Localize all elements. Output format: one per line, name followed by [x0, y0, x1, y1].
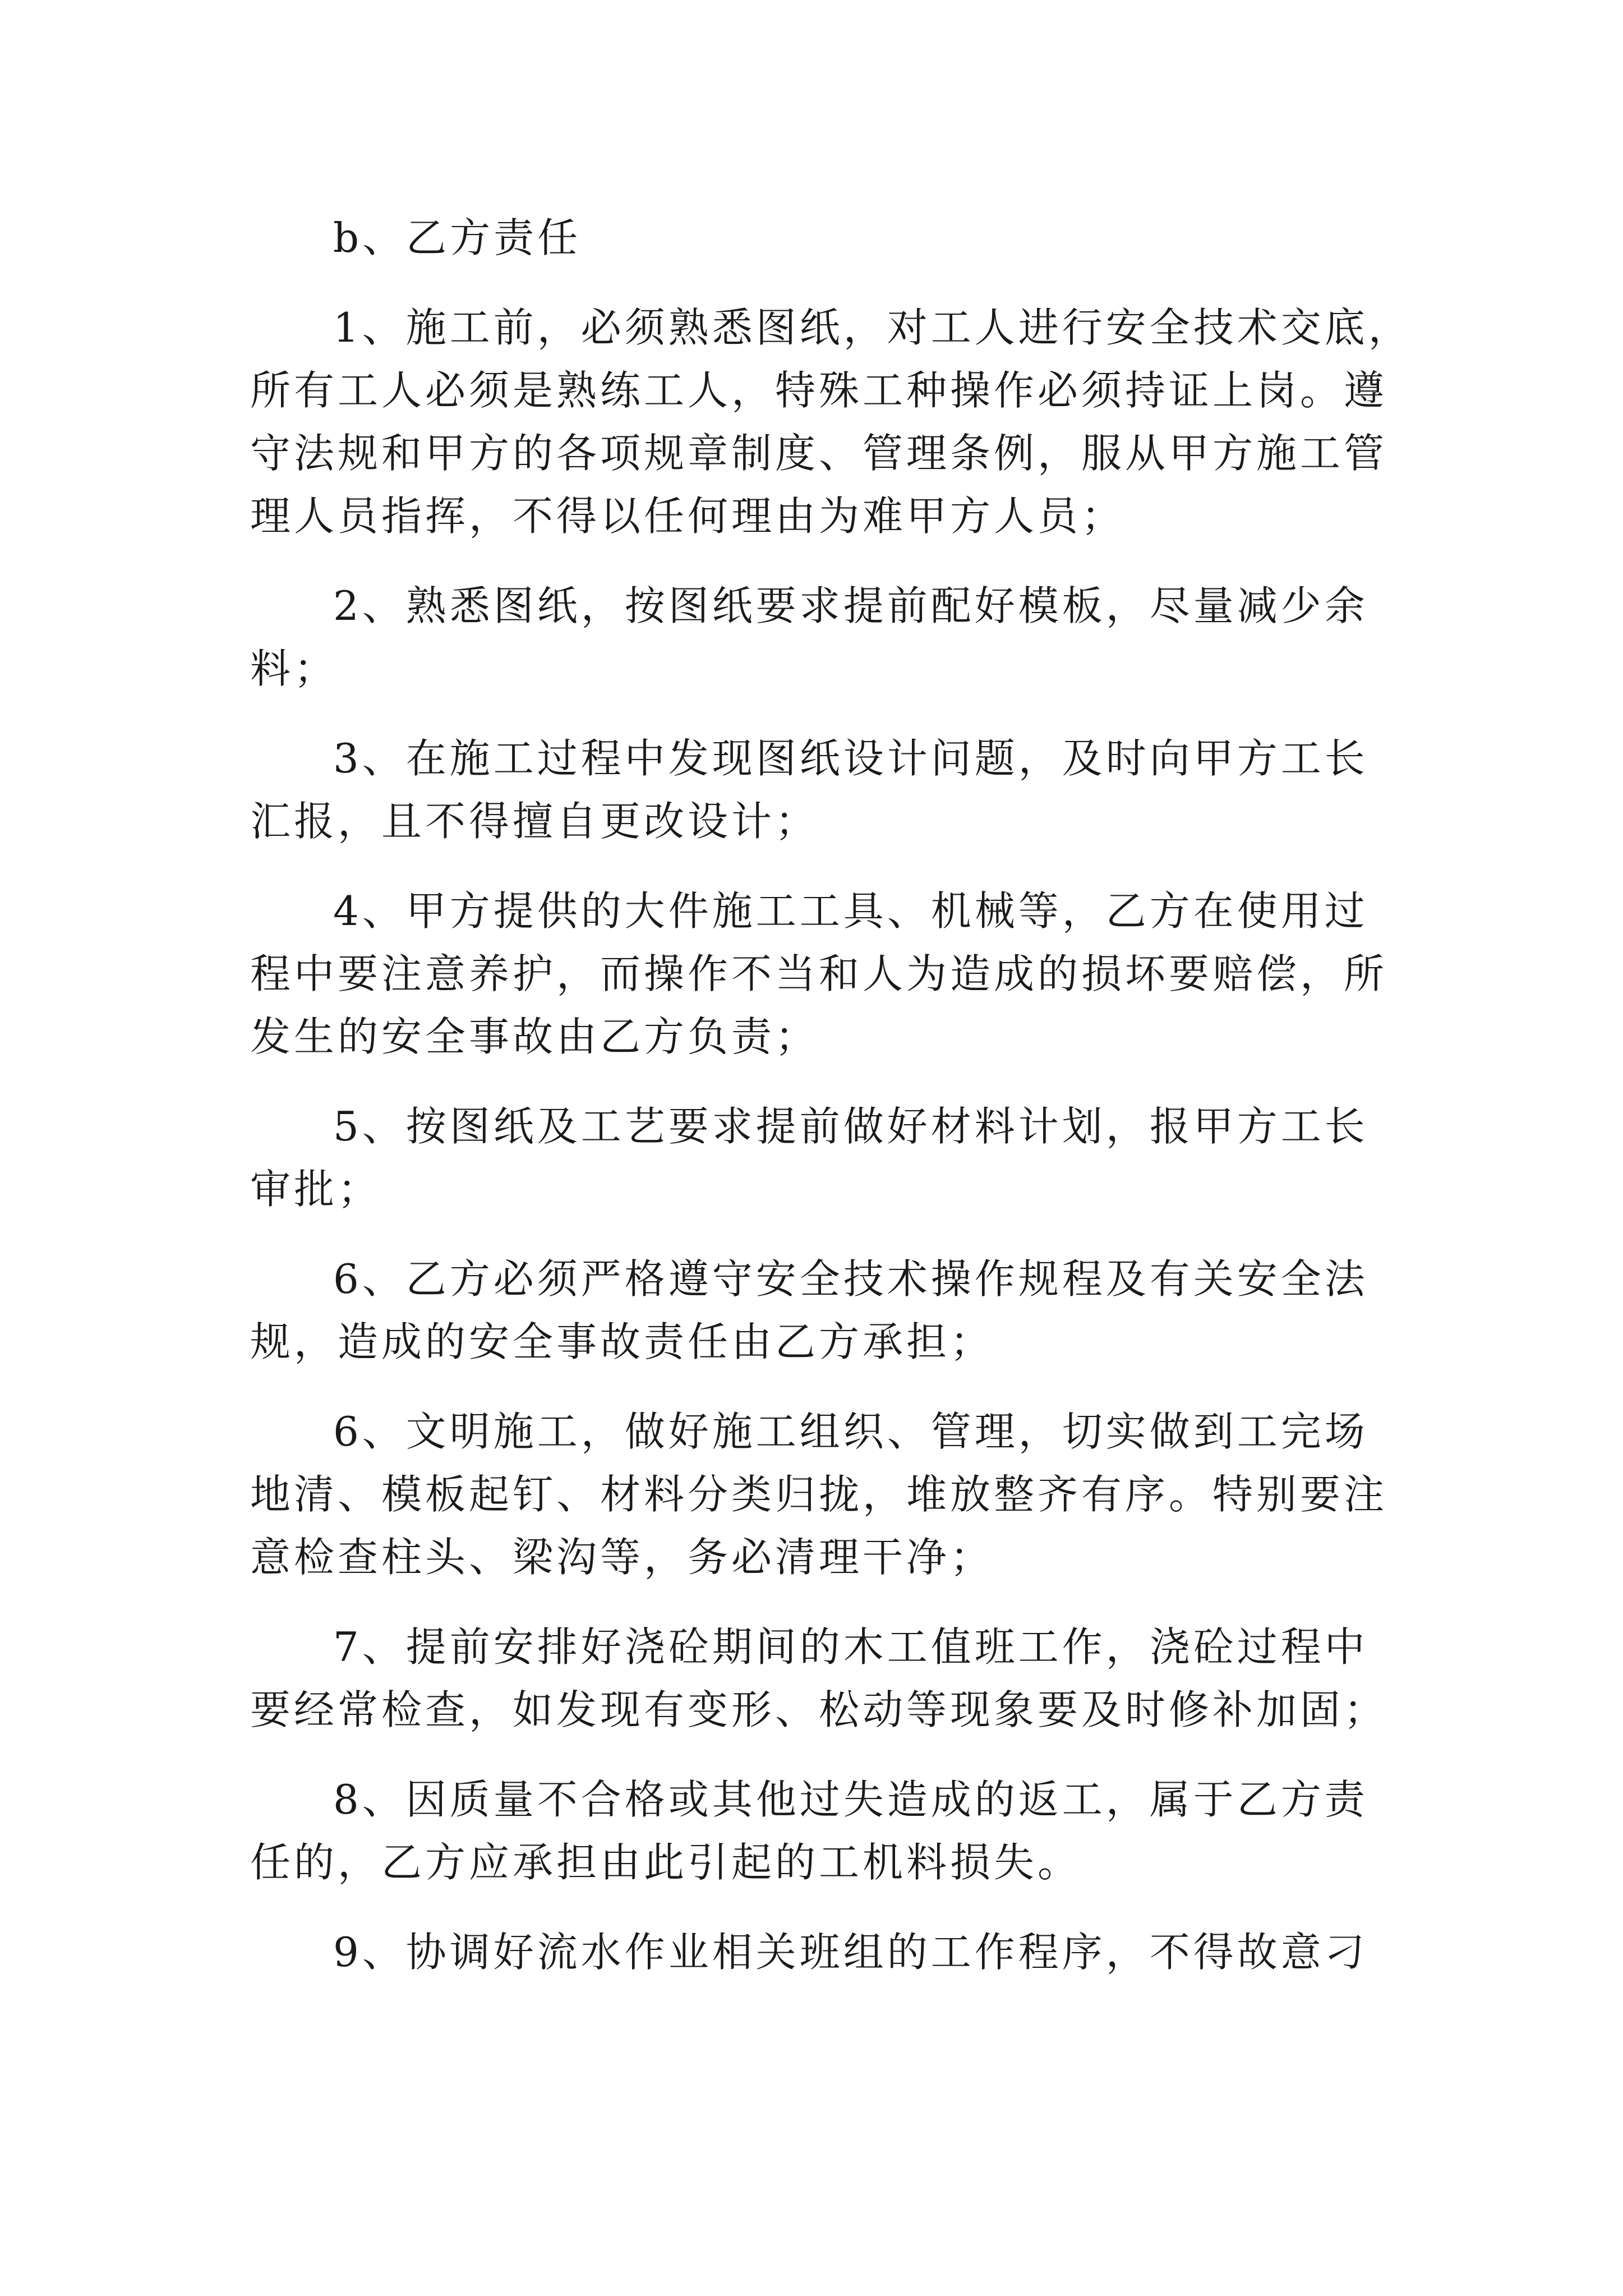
paragraph-line: 要经常检查，如发现有变形、松动等现象要及时修补加固；	[250, 1686, 1388, 1733]
paragraph-line: 6、乙方必须严格遵守安全技术操作规程及有关安全法	[333, 1255, 1368, 1303]
paragraph-line: 意检查柱头、梁沟等，务必清理干净；	[250, 1534, 994, 1581]
paragraph-7	[250, 1400, 1388, 1589]
paragraph-line: 审批；	[250, 1166, 382, 1213]
paragraph-line: 汇报，且不得擅自更改设计；	[250, 798, 819, 845]
paragraph-3	[250, 727, 1377, 853]
paragraph-line: 7、提前安排好浇砼期间的木工值班工作，浇砼过程中	[333, 1623, 1368, 1671]
paragraph-line: 3、在施工过程中发现图纸设计问题，及时向甲方工长	[333, 735, 1368, 782]
paragraph-line: 守法规和甲方的各项规章制度、管理条例，服从甲方施工管	[250, 430, 1388, 477]
paragraph-line: 5、按图纸及工艺要求提前做好材料计划，报甲方工长	[333, 1103, 1368, 1150]
paragraph-line: 任的，乙方应承担由此引起的工机料损失。	[250, 1839, 1082, 1886]
paragraph-line: 料；	[250, 645, 338, 692]
document-body	[250, 206, 1412, 1984]
paragraph-line: 发生的安全事故由乙方负责；	[250, 1013, 819, 1060]
paragraph-line: 理人员指挥，不得以任何理由为难甲方人员；	[250, 493, 1126, 540]
paragraph-9	[250, 1768, 1377, 1894]
paragraph-10	[250, 1921, 1377, 1984]
section-heading: b、乙方责任	[333, 214, 582, 261]
paragraph-line: 9、协调好流水作业相关班组的工作程序，不得故意刁	[333, 1929, 1368, 1976]
paragraph-8	[250, 1616, 1388, 1741]
paragraph-5	[250, 1095, 1377, 1221]
paragraph-line: 所有工人必须是熟练工人，特殊工种操作必须持证上岗。遵	[250, 367, 1388, 414]
paragraph-line: 8、因质量不合格或其他过失造成的返工，属于乙方责	[333, 1776, 1368, 1823]
paragraph-line: 地清、模板起钉、材料分类归拢，堆放整齐有序。特别要注	[250, 1471, 1388, 1518]
paragraph-line: 6、文明施工，做好施工组织、管理，切实做到工完场	[333, 1408, 1368, 1455]
paragraph-line: 规，造成的安全事故责任由乙方承担；	[250, 1318, 994, 1365]
paragraph-6	[250, 1248, 1377, 1373]
paragraph-1	[250, 296, 1412, 547]
paragraph-line: 1、施工前，必须熟悉图纸，对工人进行安全技术交底，	[333, 304, 1412, 351]
paragraph-2	[250, 574, 1377, 700]
paragraph-line: 程中要注意养护，而操作不当和人为造成的损坏要赔偿，所	[250, 950, 1388, 997]
paragraph-4	[250, 880, 1388, 1068]
paragraph-line: 4、甲方提供的大件施工工具、机械等，乙方在使用过	[333, 887, 1368, 935]
paragraph-line: 2、熟悉图纸，按图纸要求提前配好模板，尽量减少余	[333, 582, 1368, 629]
